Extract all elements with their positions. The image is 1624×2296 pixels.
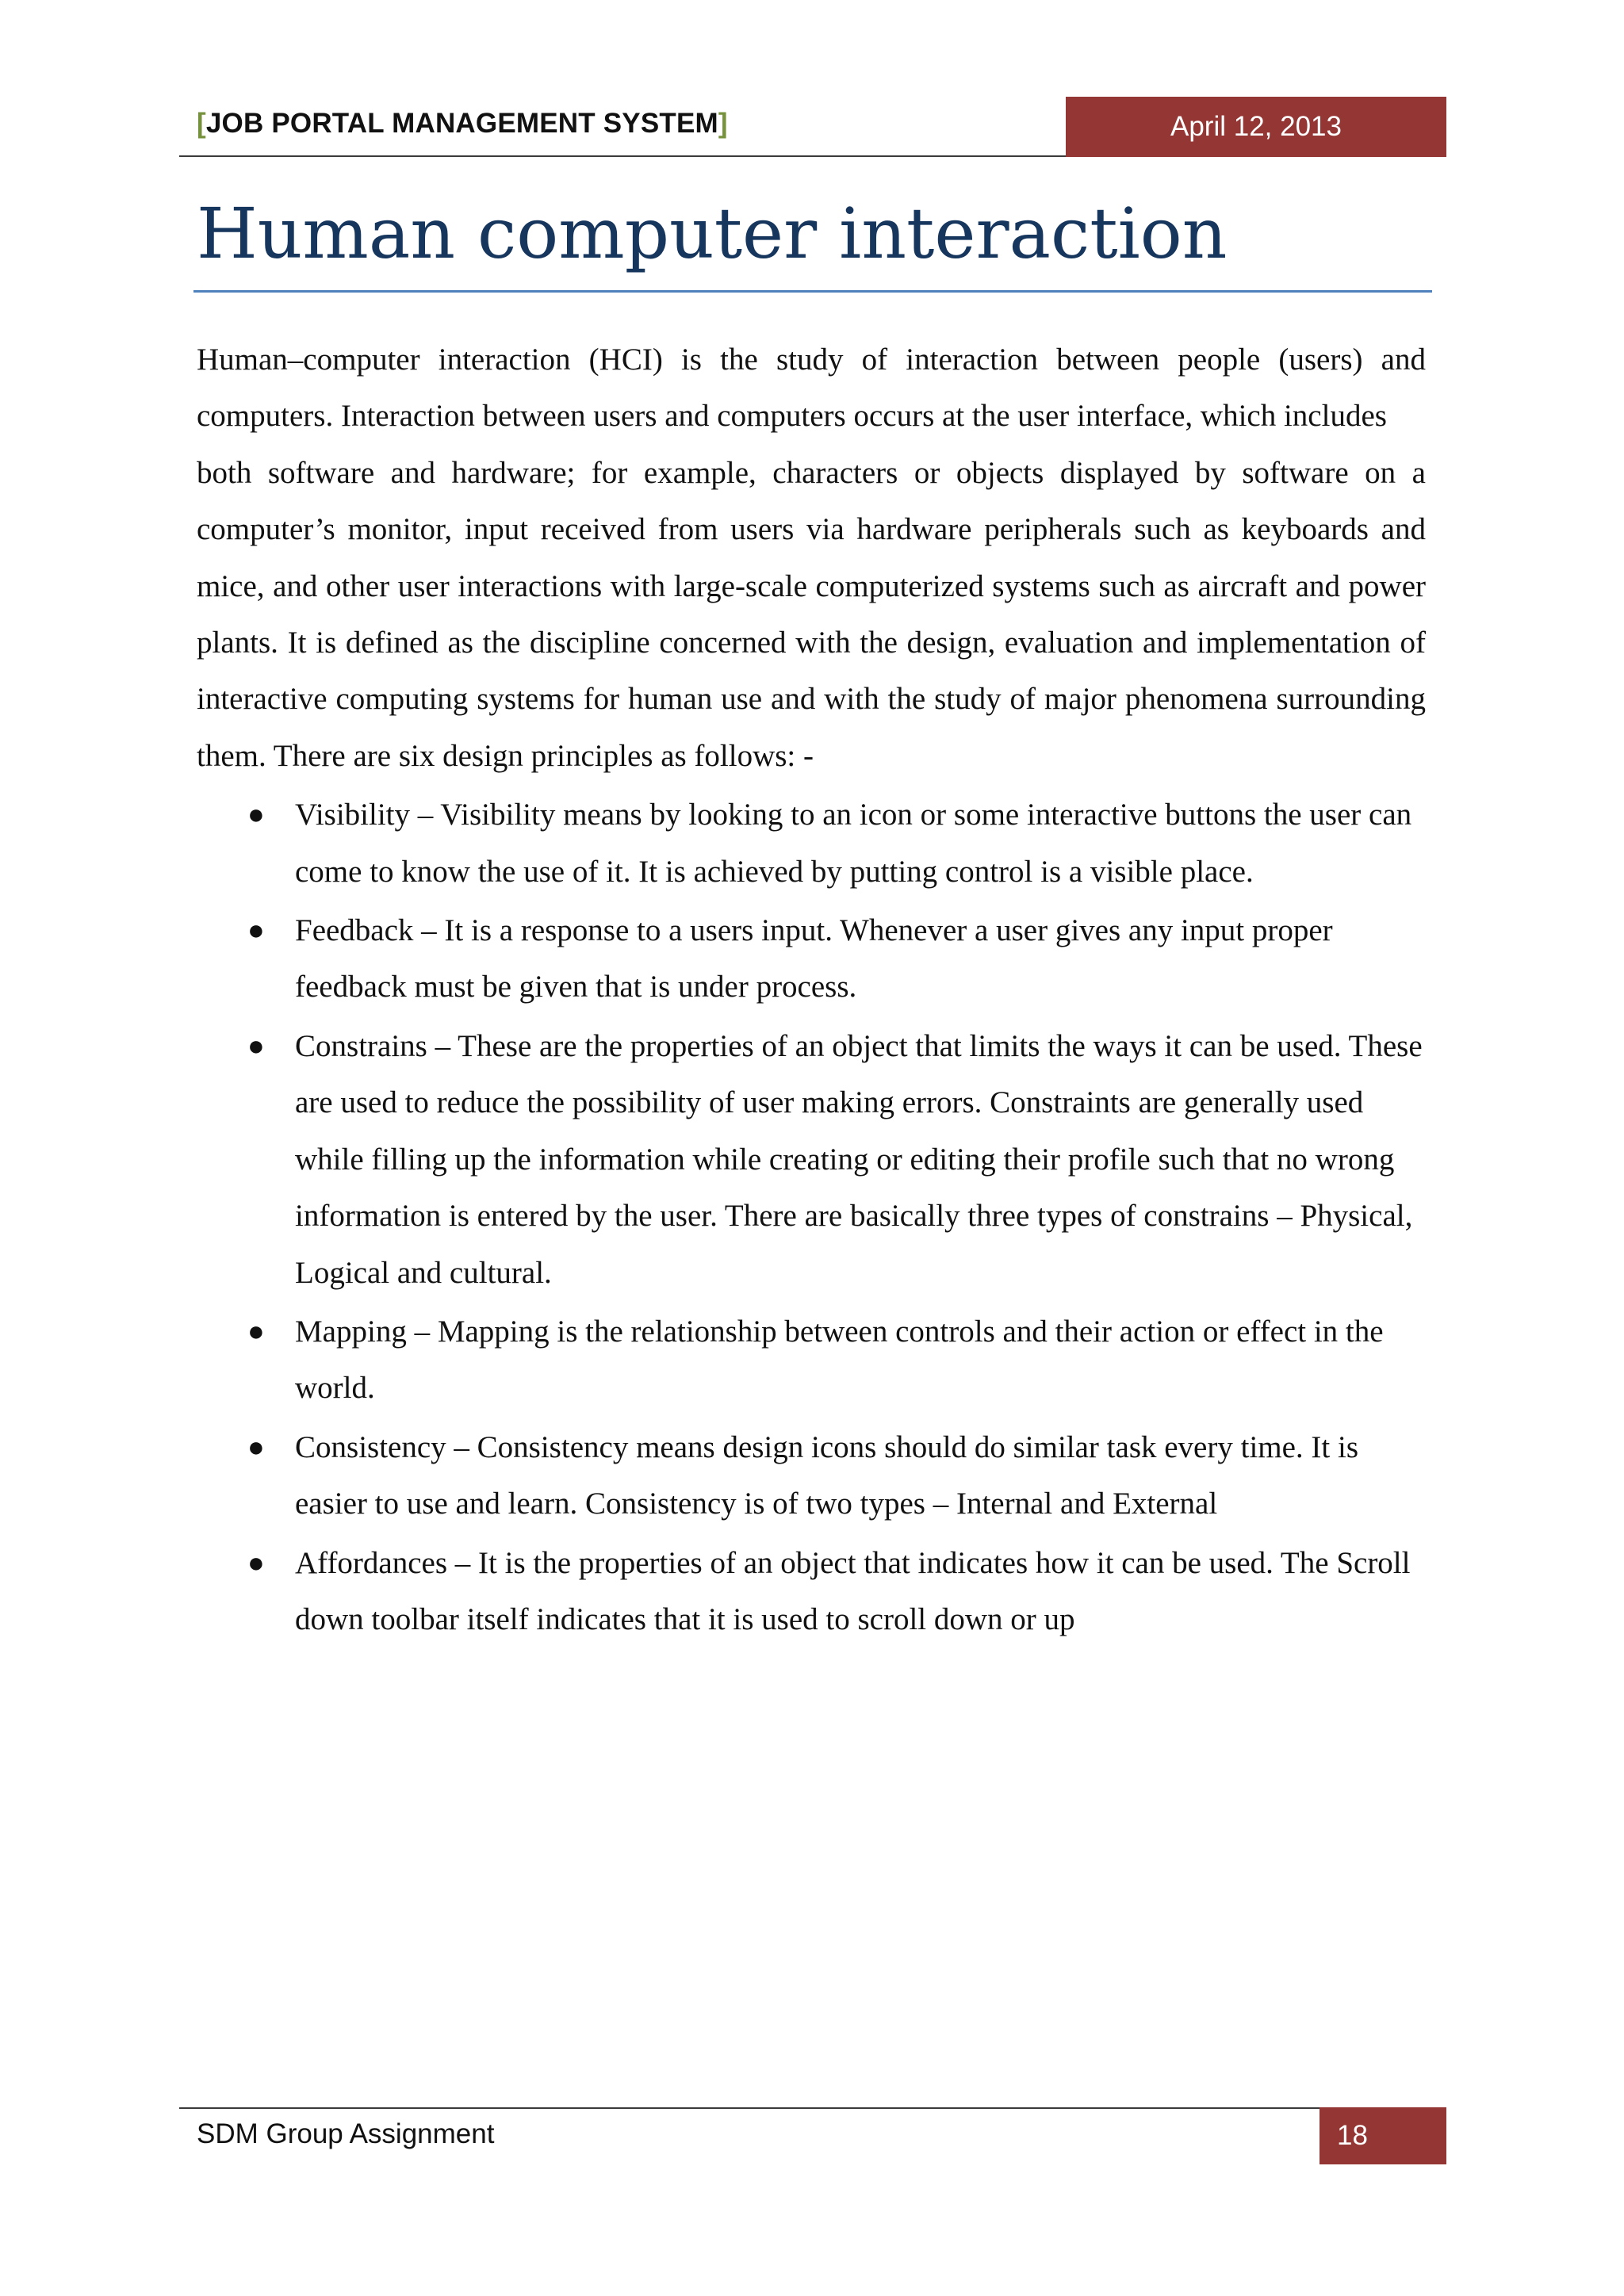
running-header-title [197,108,728,140]
bullet-icon: ● [247,1314,265,1347]
bullet-icon: ● [247,914,265,947]
header-bracket-close: ] [718,108,728,139]
header-title-text: JOB PORTAL MANAGEMENT SYSTEM [205,108,718,139]
list-item-text: Mapping – Mapping is the relationship between controls and their action or effect in the world. [295,1314,1384,1406]
header-rule [179,155,1066,157]
list-item [197,1303,1426,1417]
footer-rule [179,2107,1320,2109]
intro-paragraph-2: both software and hardware; for example, characters or objects displayed by software on a computer’s monitor, input received from users via hardware peripherals such as keyboards and mice, and other user interactions with large-scale computerized systems such as aircraft and power plants. It is defined as the discipline concerned with the design, evaluation and implementation of interactive computing systems for human use and with the study of major phenomena surrounding them. There are six design principles as follows: - [197,455,1426,773]
bullet-icon: ● [247,1546,265,1578]
list-item-text: Visibility – Visibility means by looking to an icon or some interactive buttons the user can come to know the use of it. It is achieved by putting control is a visible place. [295,798,1412,889]
list-item-text: Constrains – These are the properties of an object that limits the ways it can be used. These are used to reduce the possibility of user making errors. Constraints are generally used while filling up the information while creating or editing their profile such that no wrong information is entered by the user. There are basically three types of constrains – Physical, Logical and cultural. [295,1028,1423,1290]
list-item-text: Consistency – Consistency means design icons should do similar task every time. It is easier to use and learn. Consistency is of two types – Internal and External [295,1429,1359,1521]
list-item [197,786,1426,900]
body-text [197,331,1426,1650]
bullet-icon: ● [247,1430,265,1463]
list-item-text: Affordances – It is the properties of an object that indicates how it can be used. The Scroll down toolbar itself indicates that it is used to scroll down or up [295,1545,1411,1636]
header-date: April 12, 2013 [1170,111,1342,142]
header-bracket-open: [ [197,108,206,139]
footer-label: SDM Group Assignment [197,2118,495,2149]
bullet-icon: ● [247,798,265,831]
list-item [197,902,1426,1016]
bullet-icon: ● [247,1029,265,1062]
header-date-box [1066,97,1446,157]
design-principles-list [197,786,1426,1647]
title-underline [193,290,1432,293]
page-number-box [1320,2107,1446,2164]
list-item-text: Feedback – It is a response to a users input. Whenever a user gives any input proper feedback must be given that is under process. [295,913,1333,1004]
list-item [197,1419,1426,1533]
intro-paragraph-1: Human–computer interaction (HCI) is the study of interaction between people (users) and computers. Interaction between users and computers occurs at the user interface, which includes [197,342,1426,434]
list-item [197,1535,1426,1648]
list-item [197,1018,1426,1301]
page-number: 18 [1337,2120,1368,2151]
page-title: Human computer interaction [197,193,1228,274]
